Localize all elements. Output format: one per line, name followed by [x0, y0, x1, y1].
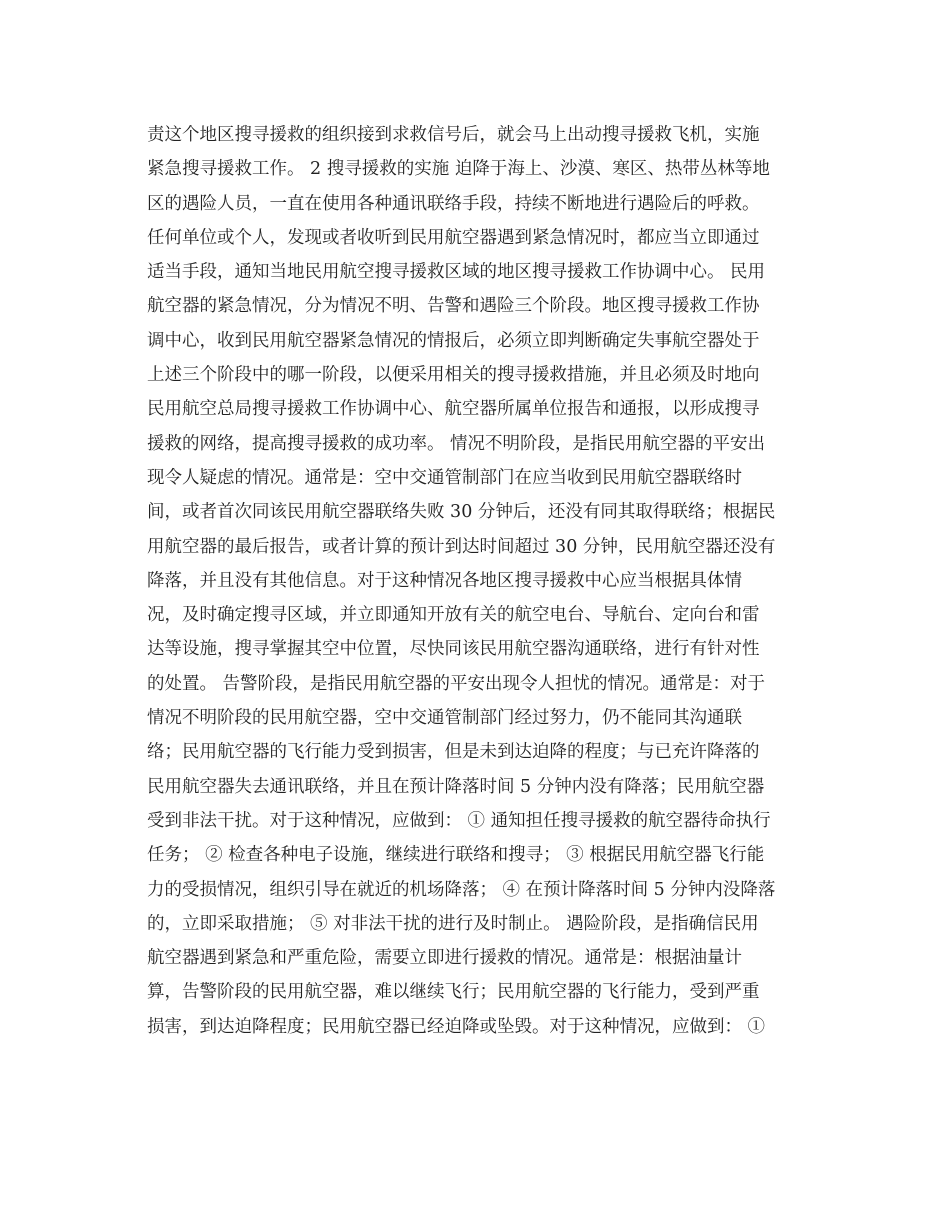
- text-line: 用航空器的最后报告，或者计算的预计到达时间超过 30 分钟，民用航空器还没有: [147, 536, 776, 557]
- text-line: 责这个地区搜寻援救的组织接到求救信号后，就会马上出动搜寻援救飞机，实施: [147, 125, 760, 145]
- text-line: 降落，并且没有其他信息。对于这种情况各地区搜寻援救中心应当根据具体情: [147, 570, 742, 591]
- text-line: 达等设施，搜寻掌握其空中位置，尽快同该民用航空器沟通联络，进行有针对性: [147, 639, 760, 660]
- text-line: 民用航空器失去通讯联络，并且在预计降落时间 5 分钟内没有降落；民用航空器: [147, 776, 765, 797]
- text-line: 航空器遇到紧急和严重危险，需要立即进行援救的情况。通常是：根据油量计: [147, 948, 742, 969]
- text-line: 调中心，收到民用航空器紧急情况的情报后，必须立即判断确定失事航空器处于: [147, 330, 760, 351]
- text-line: 适当手段，通知当地民用航空搜寻援救区域的地区搜寻援救工作协调中心。 民用: [147, 262, 766, 283]
- text-line: 算，告警阶段的民用航空器，难以继续飞行；民用航空器的飞行能力，受到严重: [147, 982, 760, 1003]
- text-line: 况，及时确定搜寻区域，并立即通知开放有关的航空电台、导航台、定向台和雷: [147, 605, 760, 626]
- text-line: 上述三个阶段中的哪一阶段，以便采用相关的搜寻援救措施，并且必须及时地向: [147, 365, 760, 386]
- text-line: 情况不明阶段的民用航空器，空中交通管制部门经过努力，仍不能同其沟通联: [147, 708, 742, 729]
- text-line: 损害，到达迫降程度；民用航空器已经迫降或坠毁。对于这种情况，应做到： ①: [147, 1016, 766, 1037]
- text-line: 任何单位或个人，发现或者收听到民用航空器遇到紧急情况时，都应当立即通过: [147, 227, 760, 248]
- text-line: 紧急搜寻援救工作。 2 搜寻援救的实施 迫降于海上、沙漠、寒区、热带丛林等地: [147, 159, 770, 180]
- text-line: 民用航空总局搜寻援救工作协调中心、航空器所属单位报告和通报，以形成搜寻: [147, 399, 760, 420]
- text-line: 间，或者首次同该民用航空器联络失败 30 分钟后，还没有同其取得联络；根据民: [147, 502, 776, 523]
- text-line: 航空器的紧急情况，分为情况不明、告警和遇险三个阶段。地区搜寻援救工作协: [147, 296, 760, 317]
- text-line: 受到非法干扰。对于这种情况，应做到： ① 通知担任搜寻援救的航空器待命执行: [147, 810, 771, 831]
- text-line: 任务； ② 检查各种电子设施，继续进行联络和搜寻； ③ 根据民用航空器飞行能: [147, 845, 765, 866]
- text-line: 力的受损情况，组织引导在就近的机场降落； ④ 在预计降落时间 5 分钟内没降落: [147, 879, 776, 900]
- text-line: 络；民用航空器的飞行能力受到损害，但是未到达迫降的程度；与已充许降落的: [147, 742, 760, 763]
- text-line: 的处置。 告警阶段，是指民用航空器的平安出现令人担忧的情况。通常是：对于: [147, 673, 766, 694]
- text-line: 现令人疑虑的情况。通常是：空中交通管制部门在应当收到民用航空器联络时: [147, 467, 742, 488]
- body-text: [147, 118, 827, 1044]
- text-line: 援救的网络，提高搜寻援救的成功率。 情况不明阶段，是指民用航空器的平安出: [147, 433, 766, 454]
- text-line: 区的遇险人员，一直在使用各种通讯联络手段，持续不断地进行遇险后的呼救。: [147, 193, 760, 214]
- text-line: 的，立即采取措施； ⑤ 对非法干扰的进行及时制止。 遇险阶段，是指确信民用: [147, 913, 759, 934]
